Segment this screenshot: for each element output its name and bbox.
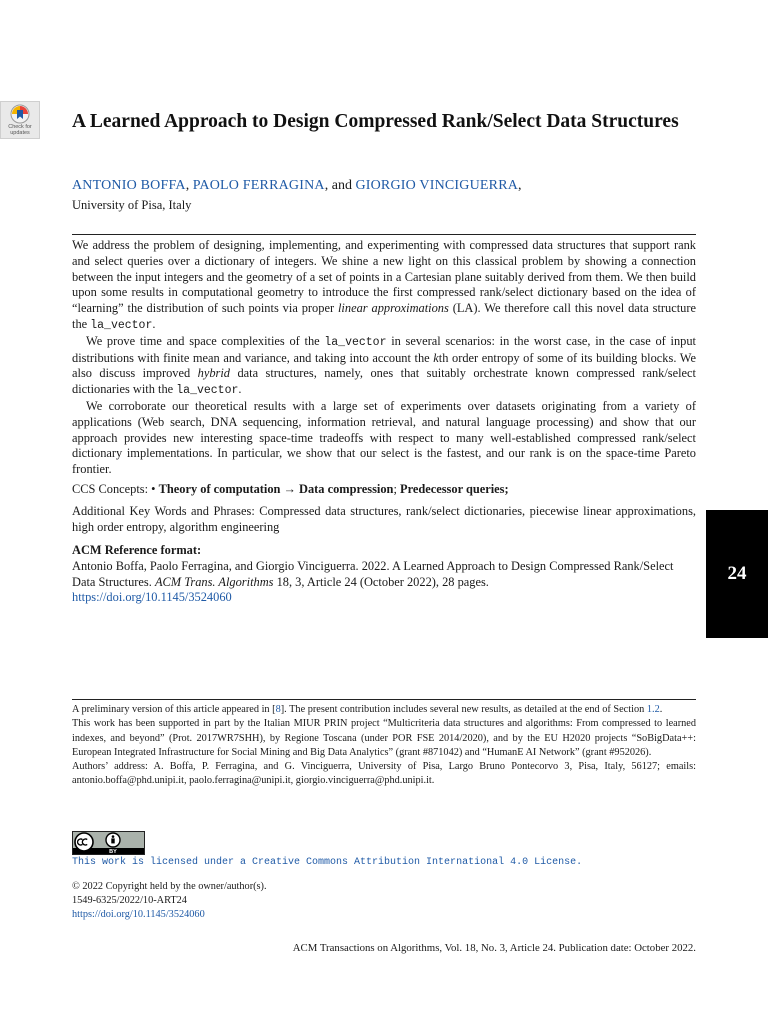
section-link[interactable]: 1.2 (646, 704, 660, 715)
license-link[interactable]: This work is licensed under a Creative Commons Attribution International 4.0 License. (72, 857, 583, 868)
reference-text: 18, 3, Article 24 (October 2022), 28 pages. (273, 574, 489, 589)
ccs-concept-1: Theory of computation → Data compression (158, 482, 394, 496)
affiliation: University of Pisa, Italy (72, 198, 192, 212)
abstract-text: . (238, 382, 242, 397)
ccs-separator: ; (393, 482, 400, 496)
reference-journal: ACM Trans. Algorithms (154, 574, 274, 589)
author-link-ferragina[interactable]: PAOLO FERRAGINA (192, 178, 325, 193)
check-updates-icon (9, 104, 31, 124)
abstract-text: (LA). We therefore call this novel data structure the (72, 301, 696, 331)
ccs-label: CCS Concepts: • (72, 482, 159, 496)
code-la-vector: la_vector (324, 335, 387, 349)
check-for-updates-badge[interactable] (0, 101, 40, 139)
footnote-address: Authors’ address: A. Boffa, P. Ferragina, and G. Vinciguerra, University of Pisa, Largo Bruno Pontecorvo 3, Pisa, Italy, 56127; emails: antonio.boffa@phd.unipi.it, paolo.ferragina@unipi.it, giorgio.vinciguerra@phd.unipi.it. (72, 761, 696, 787)
reference-heading: ACM Reference format: (72, 543, 202, 557)
badge-text (8, 124, 32, 136)
abstract-paragraph-3: We corroborate our theoretical results with a large set of experiments over datasets originating from a variety of applications (Web search, DNA sequencing, information retrieval, and natural language processing) and show that our approach provides new interesting space-time tradeoffs with respect to many well-established compressed rank/select dictionary implementations. In particular, we show that our select is the fastest, and our rank is on the space-time Pareto frontier. (72, 398, 696, 477)
abstract-text: in several scenarios: in the worst case, in the case of input distributions with finite mean and variance, and taking into account the (72, 333, 696, 365)
footnotes (72, 703, 696, 789)
abstract-top-rule (72, 234, 696, 235)
cc-by-label: BY (109, 849, 117, 854)
copyright-doi-link[interactable]: https://doi.org/10.1145/3524060 (72, 908, 205, 920)
ccs-concept-2: Predecessor queries; (400, 482, 509, 496)
doi-link[interactable]: https://doi.org/10.1145/3524060 (72, 590, 232, 605)
code-la-vector: la_vector (176, 384, 239, 398)
footnote-funding: This work has been supported in part by the Italian MIUR PRIN project “Multicriteria data structures and algorithms: From compressed to learned indexes, and beyond” (Prot. 2017WR7SHH), by Regione Toscana (under POR FSE 2014/2020), and by the EU H2020 projects “SoBigData++: European Integrated Infrastructure for Social Mining and Big Data Analytics” (grant #871042) and “HumanE AI Network” (grant #952026). (72, 718, 696, 758)
acm-reference (72, 543, 696, 606)
ccs-concepts (72, 482, 696, 498)
footnote-preliminary (72, 703, 696, 717)
abstract-emphasis: linear approximations (337, 301, 449, 316)
footnote-text: ]. The present contribution includes several new results, as detailed at the end of Section (280, 704, 647, 715)
author-separator: , (185, 178, 193, 193)
copyright-block (72, 880, 267, 921)
abstract (72, 238, 696, 478)
reference-text: Antonio Boffa, Paolo Ferragina, and Giorgio Vinciguerra. 2022. A Learned Approach to Design Compressed Rank/Select Data Structures. (72, 558, 674, 589)
copyright-line: © 2022 Copyright held by the owner/author(s). (72, 881, 267, 892)
abstract-text: . (152, 316, 156, 331)
footnote-text: A preliminary version of this article appeared in [ (72, 704, 276, 715)
code-la-vector: la_vector (90, 318, 153, 332)
author-link-boffa[interactable]: ANTONIO BOFFA (72, 178, 186, 193)
badge-line-1: Check for (8, 124, 32, 130)
author-list (72, 177, 522, 194)
issn-line: 1549-6325/2022/10-ART24 (72, 894, 187, 906)
article-number-tab: 24 (706, 510, 768, 638)
abstract-text: th order entropy of some of its building blocks. We also discuss improved (72, 350, 696, 381)
abstract-text: data structures, namely, ones that suitably orchestrate known compressed rank/select dictionaries with the (72, 366, 696, 397)
keywords: Additional Key Words and Phrases: Compressed data structures, rank/select dictionaries, piecewise linear approximations, high order entropy, algorithm engineering (72, 504, 696, 534)
abstract-text: We address the problem of designing, implementing, and experimenting with compressed data structures that support rank and select queries over a dictionary of integers. We shine a new light on this classical problem by showing a connection between the input integers and the geometry of a set of points in a Cartesian plane suitably derived from them. We then build upon some results in computational geometry to introduce the first compressed rank/select dictionary based on the idea of “learning” the distribution of such points via proper (72, 238, 696, 316)
footnote-rule (72, 699, 696, 700)
paper-title: A Learned Approach to Design Compressed Rank/Select Data Structures (72, 111, 679, 132)
author-separator: , (518, 178, 522, 193)
abstract-text: We prove time and space complexities of the (86, 333, 325, 348)
creative-commons-badge[interactable] (72, 831, 145, 855)
author-separator: , and (324, 178, 356, 193)
cc-by-icon (73, 832, 144, 854)
badge-line-2: updates (10, 130, 30, 136)
journal-footer: ACM Transactions on Algorithms, Vol. 18, No. 3, Article 24. Publication date: October 2022. (292, 942, 696, 954)
abstract-emphasis: hybrid (197, 366, 230, 381)
citation-link[interactable]: 8 (275, 704, 281, 715)
abstract-paragraph-1 (72, 238, 696, 334)
author-link-vinciguerra[interactable]: GIORGIO VINCIGUERRA (355, 178, 519, 193)
abstract-paragraph-2 (72, 334, 696, 399)
math-k: k (433, 350, 439, 365)
footnote-text: . (659, 704, 663, 715)
